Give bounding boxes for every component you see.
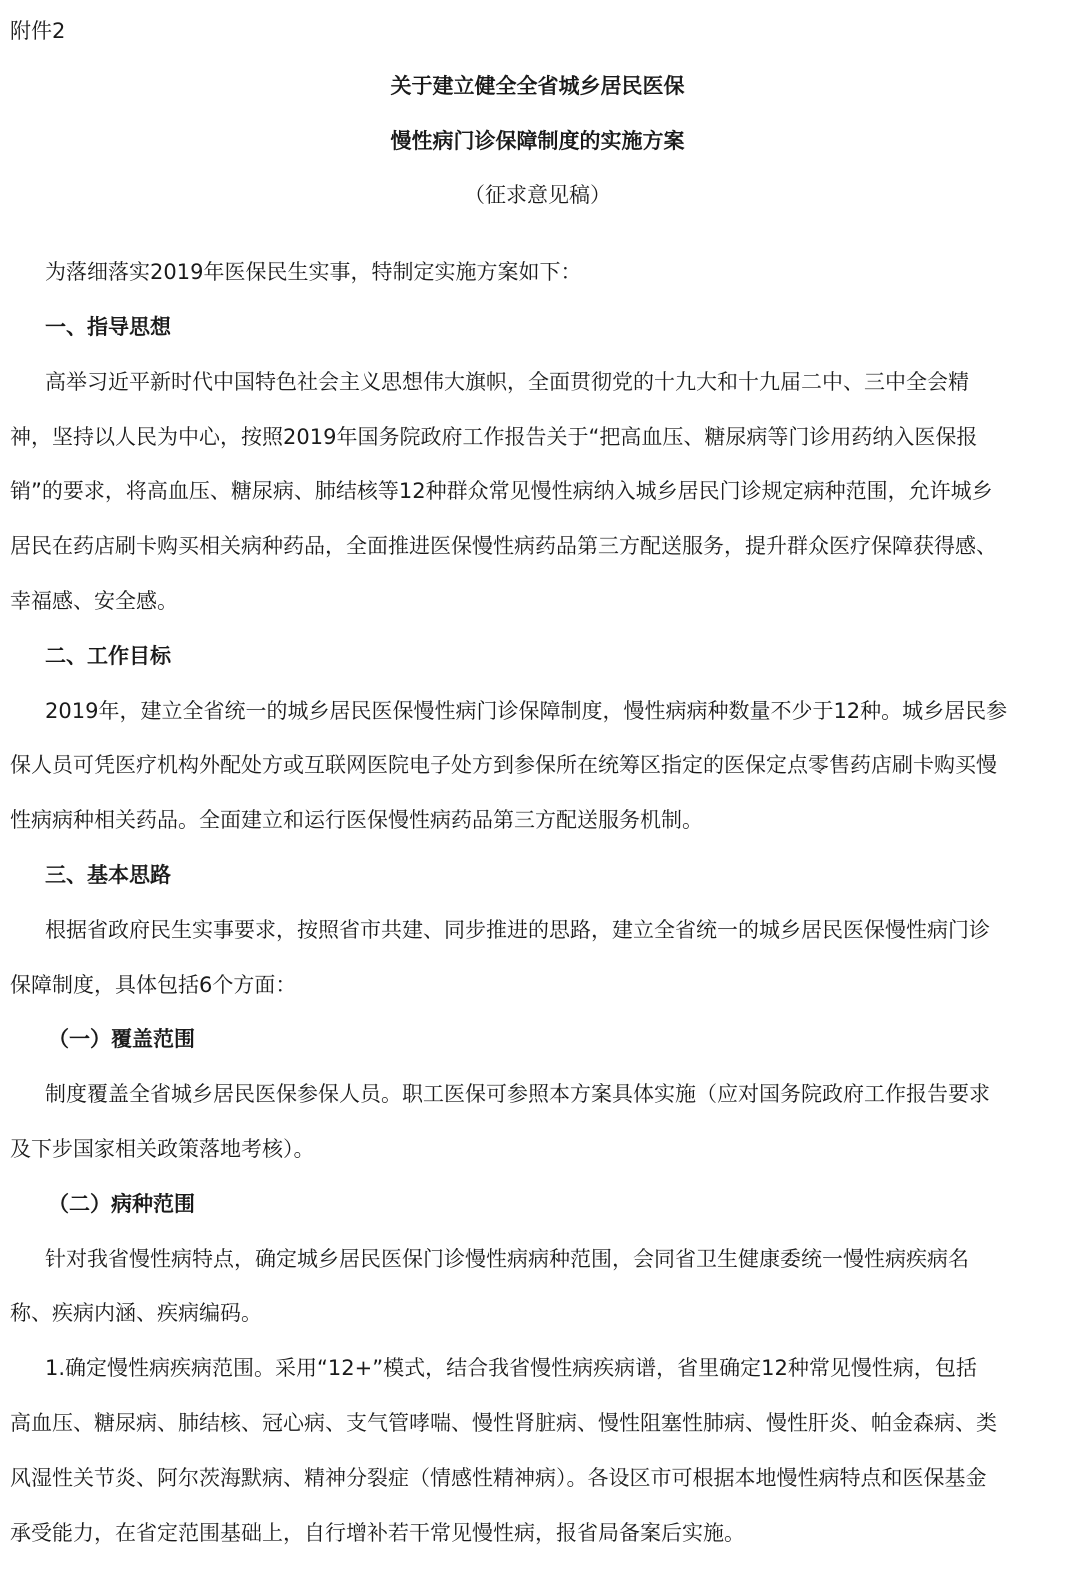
paragraph xyxy=(10,1077,1065,1187)
document-title-line-2: 慢性病门诊保障制度的实施方案 xyxy=(390,128,685,153)
paragraph-line: 制度覆盖全省城乡居民医保参保人员。职工医保可参照本方案具体实施（应对国务院政府工作报告要求 xyxy=(45,1082,990,1107)
spacer xyxy=(10,233,1065,255)
paragraph-line: 幸福感、安全感。 xyxy=(10,588,178,613)
document-page xyxy=(10,14,1065,1570)
document-body xyxy=(10,255,1065,1570)
paragraph-line: 根据省政府民生实事要求，按照省市共建、同步推进的思路，建立全省统一的城乡居民医保慢性病门诊 xyxy=(45,917,990,942)
heading-text: （一）覆盖范围 xyxy=(48,1027,195,1052)
paragraph-line: 为落细落实2019年医保民生实事，特制定实施方案如下： xyxy=(45,260,582,285)
paragraph-line: 销”的要求，将高血压、糖尿病、肺结核等12种群众常见慢性病纳入城乡居民门诊规定病种范围，允许城乡 xyxy=(10,479,993,504)
paragraph-line: 居民在药店刷卡购买相关病种药品，全面推进医保慢性病药品第三方配送服务，提升群众医疗保障获得感、 xyxy=(10,534,997,559)
paragraph-line: 针对我省慢性病特点，确定城乡居民医保门诊慢性病病种范围，会同省卫生健康委统一慢性病疾病名 xyxy=(45,1246,969,1271)
paragraph-line: 称、疾病内涵、疾病编码。 xyxy=(10,1301,262,1326)
section-heading xyxy=(10,858,1065,913)
section-heading xyxy=(10,1187,1065,1242)
paragraph xyxy=(10,1351,1065,1570)
document-title-line-1: 关于建立健全全省城乡居民医保 xyxy=(390,73,685,98)
section-heading xyxy=(10,1022,1065,1077)
paragraph-line: 风湿性关节炎、阿尔茨海默病、精神分裂症（情感性精神病）。各设区市可根据本地慢性病特点和医保基金 xyxy=(10,1465,987,1490)
paragraph-line: 承受能力，在省定范围基础上，自行增补若干常见慢性病，报省局备案后实施。 xyxy=(10,1520,745,1545)
paragraph-line: 高血压、糖尿病、肺结核、冠心病、支气管哮喘、慢性肾脏病、慢性阻塞性肺病、慢性肝炎、帕金森病、类 xyxy=(10,1410,997,1435)
heading-text: （二）病种范围 xyxy=(48,1191,195,1216)
paragraph-line: 1.确定慢性病疾病范围。采用“12+”模式，结合我省慢性病疾病谱，省里确定12种常见慢性病，包括 xyxy=(45,1356,977,1381)
section-heading xyxy=(10,310,1065,365)
paragraph-line: 神，坚持以人民为中心，按照2019年国务院政府工作报告关于“把高血压、糖尿病等门诊用药纳入医保报 xyxy=(10,424,978,449)
paragraph-line: 高举习近平新时代中国特色社会主义思想伟大旗帜，全面贯彻党的十九大和十九届二中、三中全会精 xyxy=(45,369,969,394)
paragraph xyxy=(10,694,1065,858)
heading-text: 一、指导思想 xyxy=(45,314,171,339)
paragraph-line: 保人员可凭医疗机构外配处方或互联网医院电子处方到参保所在统筹区指定的医保定点零售药店刷卡购买慢 xyxy=(10,753,997,778)
heading-text: 二、工作目标 xyxy=(45,643,171,668)
attachment-label: 附件2 xyxy=(10,19,66,43)
paragraph xyxy=(10,255,1065,310)
document-subtitle: （征求意见稿） xyxy=(464,183,611,208)
paragraph xyxy=(10,913,1065,1023)
paragraph-line: 保障制度，具体包括6个方面： xyxy=(10,972,297,997)
paragraph-line: 性病病种相关药品。全面建立和运行医保慢性病药品第三方配送服务机制。 xyxy=(10,808,703,833)
paragraph-line: 及下步国家相关政策落地考核）。 xyxy=(10,1136,315,1161)
paragraph-line: 2019年，建立全省统一的城乡居民医保慢性病门诊保障制度，慢性病病种数量不少于12种。城乡居民参 xyxy=(45,698,1008,723)
section-heading xyxy=(10,639,1065,694)
heading-text: 三、基本思路 xyxy=(45,862,171,887)
paragraph xyxy=(10,1242,1065,1352)
paragraph xyxy=(10,365,1065,639)
